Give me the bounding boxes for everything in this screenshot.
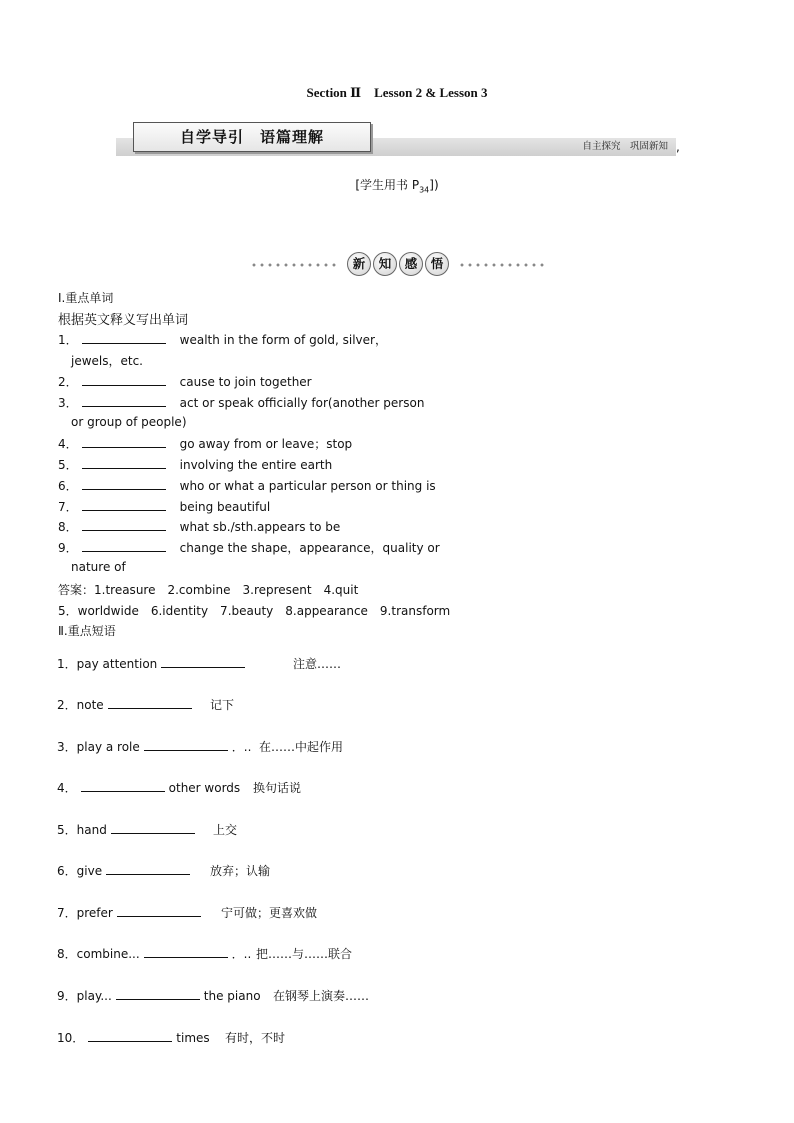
phrase-text-after: ．.. bbox=[231, 740, 252, 754]
phrase-meaning: 记下 bbox=[210, 698, 235, 712]
vocab-item bbox=[58, 539, 440, 556]
phrase-text: 7．prefer bbox=[57, 906, 113, 920]
section-char-1: 新 bbox=[347, 252, 371, 276]
phrase-item bbox=[57, 987, 261, 1004]
phrase-text: 2．note bbox=[57, 698, 104, 712]
phrase-answer-blank[interactable] bbox=[88, 1030, 172, 1042]
vocab-item bbox=[58, 456, 332, 473]
phrase-meaning: 放弃；认输 bbox=[210, 864, 271, 878]
phrase-text: 8．combine... bbox=[57, 947, 140, 961]
vocab-definition-continued: nature of bbox=[71, 560, 126, 574]
vocab-number: 2． bbox=[58, 375, 78, 389]
phrase-text-after: ．.. bbox=[231, 947, 252, 961]
phrase-item bbox=[57, 904, 205, 921]
part2-heading: Ⅱ.重点短语 bbox=[58, 624, 116, 638]
vocab-definition: being beautiful bbox=[179, 500, 271, 514]
answer-line-1: 答案：1.treasure 2.combine 3.represent 4.quit bbox=[58, 583, 359, 597]
phrase-answer-blank[interactable] bbox=[144, 739, 228, 751]
phrase-text: 9．play... bbox=[57, 989, 112, 1003]
ref-suffix: ]) bbox=[429, 178, 439, 192]
phrase-item bbox=[57, 821, 199, 838]
phrase-meaning: 上交 bbox=[213, 823, 238, 837]
vocab-definition: cause to join together bbox=[179, 375, 312, 389]
vocab-number: 3． bbox=[58, 396, 78, 410]
phrase-item bbox=[57, 738, 251, 755]
phrase-text: 6．give bbox=[57, 864, 103, 878]
phrase-text: 1．pay attention bbox=[57, 657, 158, 671]
vocab-number: 4． bbox=[58, 437, 78, 451]
phrase-answer-blank[interactable] bbox=[117, 905, 201, 917]
phrase-meaning: 在钢琴上演奏…… bbox=[273, 989, 370, 1003]
vocab-number: 8． bbox=[58, 520, 78, 534]
dotted-line-left bbox=[250, 263, 338, 267]
phrase-answer-blank[interactable] bbox=[111, 822, 195, 834]
vocab-item bbox=[58, 331, 387, 348]
phrase-meaning: 把……与……联合 bbox=[256, 947, 353, 961]
vocab-definition-continued: or group of people) bbox=[71, 415, 187, 429]
phrase-item bbox=[57, 655, 249, 672]
phrase-meaning: 注意…… bbox=[293, 657, 342, 671]
phrase-answer-blank[interactable] bbox=[116, 988, 200, 1000]
section-heading-xinzhiganwu bbox=[250, 252, 546, 280]
phrase-text: 10． bbox=[57, 1031, 85, 1045]
phrase-meaning: 换句话说 bbox=[253, 781, 302, 795]
vocab-item bbox=[58, 498, 270, 515]
vocab-answer-blank[interactable] bbox=[82, 499, 166, 511]
vocab-answer-blank[interactable] bbox=[82, 540, 166, 552]
phrase-item bbox=[57, 779, 240, 796]
vocab-definition: who or what a particular person or thing is bbox=[179, 479, 436, 493]
answer-line-2: 5．worldwide 6.identity 7.beauty 8.appearance 9.transform bbox=[58, 604, 451, 618]
phrase-text-after: the piano bbox=[203, 989, 261, 1003]
vocab-definition: change the shape，appearance，quality or bbox=[179, 541, 440, 555]
phrase-answer-blank[interactable] bbox=[81, 780, 165, 792]
dotted-line-right bbox=[458, 263, 546, 267]
vocab-number: 6． bbox=[58, 479, 78, 493]
phrase-item bbox=[57, 696, 196, 713]
vocab-definition: what sb./sth.appears to be bbox=[179, 520, 341, 534]
vocab-answer-blank[interactable] bbox=[82, 436, 166, 448]
phrase-answer-blank[interactable] bbox=[108, 697, 192, 709]
banner-comma: , bbox=[676, 140, 680, 154]
vocab-definition: involving the entire earth bbox=[179, 458, 333, 472]
phrase-text: 4． bbox=[57, 781, 77, 795]
page-title: Section Ⅱ Lesson 2 & Lesson 3 bbox=[306, 85, 488, 100]
phrase-meaning: 宁可做；更喜欢做 bbox=[221, 906, 318, 920]
vocab-answer-blank[interactable] bbox=[82, 478, 166, 490]
section-char-3: 感 bbox=[399, 252, 423, 276]
vocab-answer-blank[interactable] bbox=[82, 395, 166, 407]
section-char-2: 知 bbox=[373, 252, 397, 276]
vocab-answer-blank[interactable] bbox=[82, 519, 166, 531]
vocab-number: 9． bbox=[58, 541, 78, 555]
part1-heading: Ⅰ.重点单词 bbox=[58, 291, 114, 305]
banner-title: 自学导引 语篇理解 bbox=[133, 122, 371, 152]
vocab-item bbox=[58, 394, 424, 411]
section-banner bbox=[116, 120, 676, 156]
ref-page: 34 bbox=[419, 185, 430, 195]
vocab-number: 5． bbox=[58, 458, 78, 472]
textbook-reference bbox=[0, 176, 794, 194]
phrase-item bbox=[57, 862, 194, 879]
vocab-definition: wealth in the form of gold, silver， bbox=[179, 333, 387, 347]
vocab-item bbox=[58, 373, 312, 390]
phrase-text: 3．play a role bbox=[57, 740, 140, 754]
vocab-item bbox=[58, 477, 436, 494]
phrase-answer-blank[interactable] bbox=[144, 946, 228, 958]
vocab-definition: go away from or leave；stop bbox=[179, 437, 353, 451]
vocab-answer-blank[interactable] bbox=[82, 332, 166, 344]
phrase-item bbox=[57, 1029, 210, 1046]
banner-subtitle: 自主探究 巩固新知 bbox=[582, 141, 668, 152]
vocab-item bbox=[58, 435, 352, 452]
vocab-item bbox=[58, 518, 340, 535]
part1-instruction: 根据英文释义写出单词 bbox=[58, 313, 189, 328]
phrase-text-after: other words bbox=[168, 781, 241, 795]
vocab-number: 1． bbox=[58, 333, 78, 347]
phrase-meaning: 在……中起作用 bbox=[259, 740, 344, 754]
section-char-4: 悟 bbox=[425, 252, 449, 276]
phrase-text-after: times bbox=[176, 1031, 210, 1045]
phrase-meaning: 有时，不时 bbox=[225, 1031, 286, 1045]
phrase-item bbox=[57, 945, 251, 962]
vocab-answer-blank[interactable] bbox=[82, 374, 166, 386]
ref-prefix: [学生用书 P bbox=[355, 178, 420, 192]
phrase-answer-blank[interactable] bbox=[161, 656, 245, 668]
phrase-answer-blank[interactable] bbox=[106, 863, 190, 875]
vocab-number: 7． bbox=[58, 500, 78, 514]
vocab-answer-blank[interactable] bbox=[82, 457, 166, 469]
phrase-text: 5．hand bbox=[57, 823, 107, 837]
vocab-definition: act or speak officially for(another person bbox=[179, 396, 425, 410]
vocab-definition-continued: jewels，etc. bbox=[71, 354, 144, 368]
